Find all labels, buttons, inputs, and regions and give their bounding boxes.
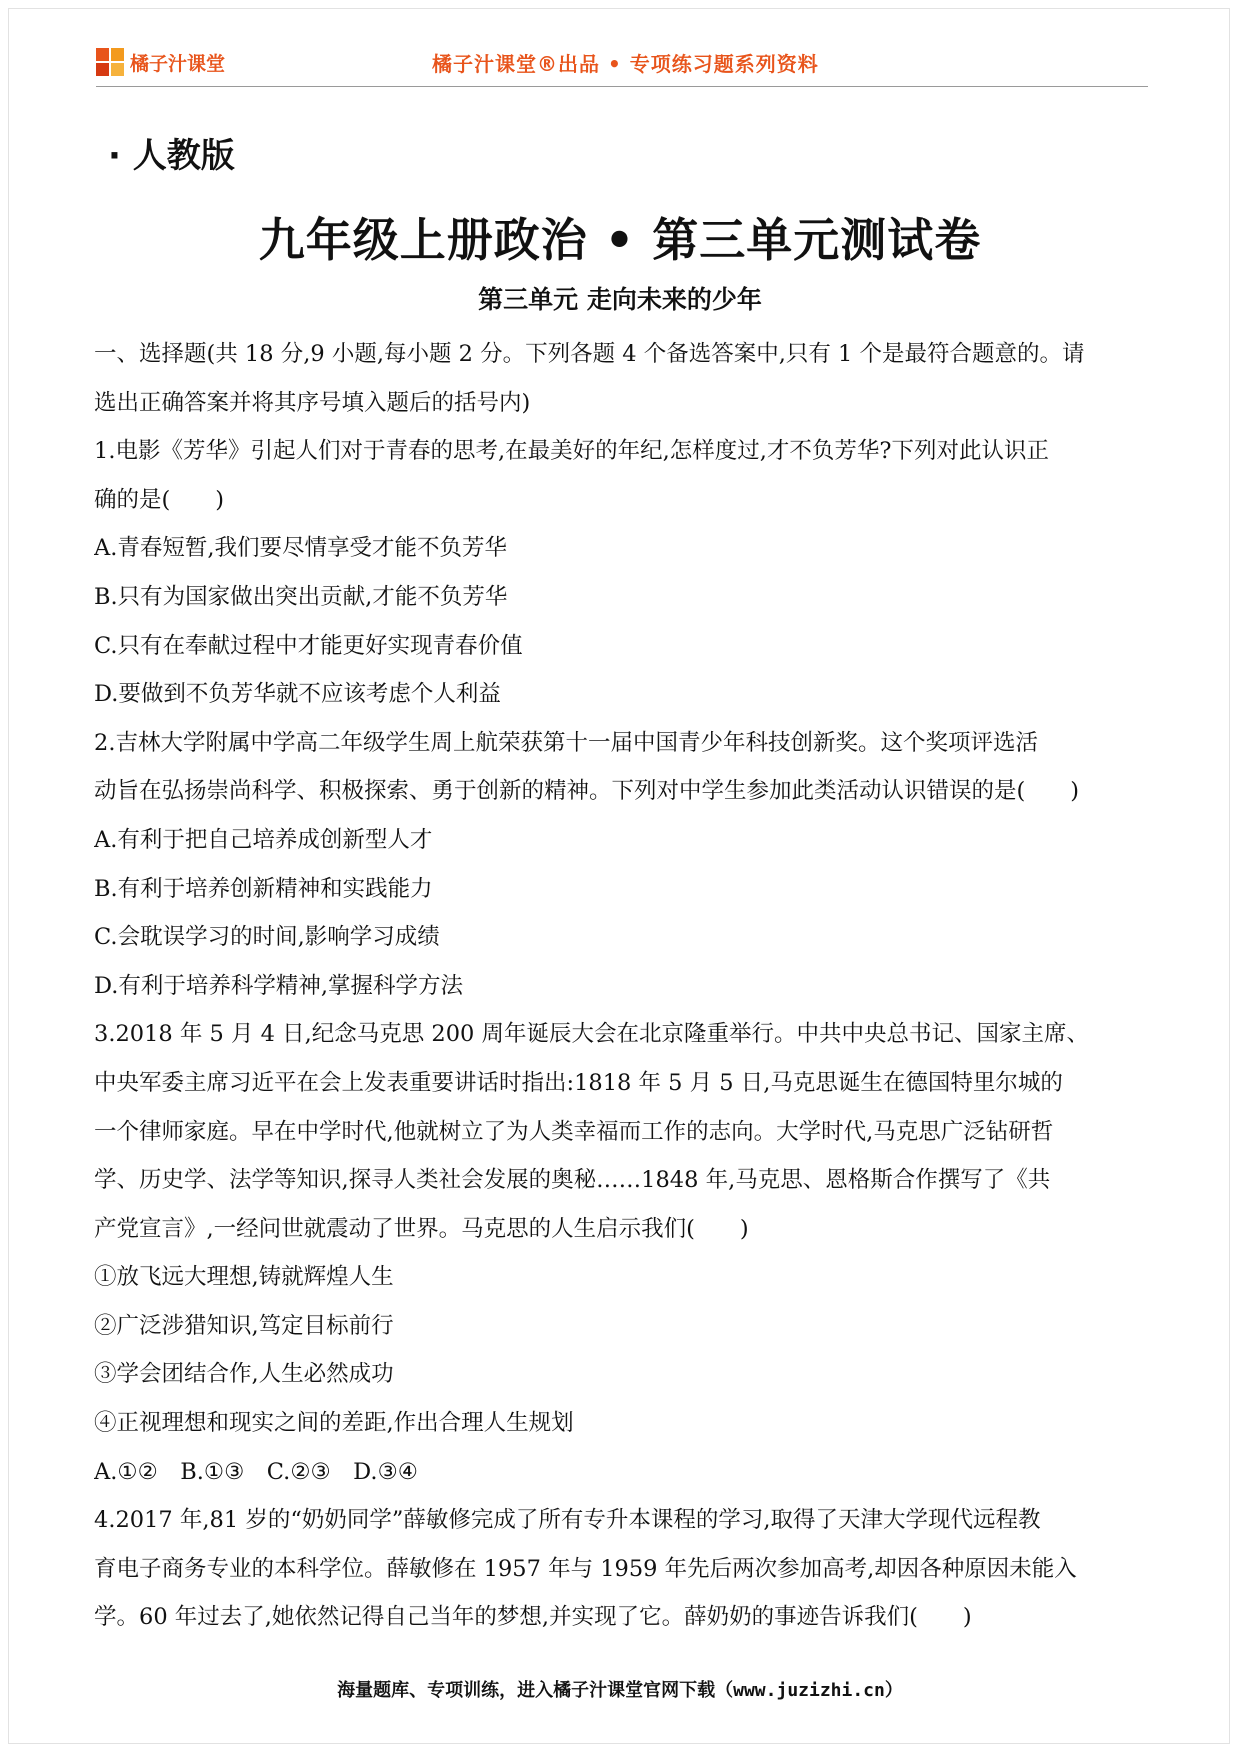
text-line: 中央军委主席习近平在会上发表重要讲话时指出:1818 年 5 月 5 日,马克思诞生在德国特里尔城的	[94, 1069, 1063, 1096]
question-content	[94, 330, 1150, 1642]
text-line: 学。60 年过去了,她依然记得自己当年的梦想,并实现了它。薛奶奶的事迹告诉我们( )	[94, 1604, 972, 1631]
header-title: 橘子汁课堂®出品 • 专项练习题系列资料	[432, 52, 819, 76]
page-title: 九年级上册政治 • 第三单元测试卷	[258, 213, 982, 267]
page-subtitle: 第三单元 走向未来的少年	[478, 285, 762, 314]
text-line: C.只有在奉献过程中才能更好实现青春价值	[94, 632, 523, 659]
text-line: 育电子商务专业的本科学位。薛敏修在 1957 年与 1959 年先后两次参加高考,却因各种原因未能入	[94, 1555, 1077, 1582]
text-line: 3.2018 年 5 月 4 日,纪念马克思 200 周年诞辰大会在北京隆重举行。中共中央总书记、国家主席、	[94, 1021, 1090, 1048]
logo-icon	[96, 48, 124, 76]
text-line: A.有利于把自己培养成创新型人才	[94, 826, 433, 853]
brand-logo	[96, 48, 225, 76]
text-line: 2.吉林大学附属中学高二年级学生周上航荣获第十一届中国青少年科技创新奖。这个奖项评选活	[94, 729, 1038, 756]
text-line: A.①② B.①③ C.②③ D.③④	[94, 1458, 418, 1485]
logo-text: 橘子汁课堂	[130, 52, 226, 75]
text-line: B.有利于培养创新精神和实践能力	[94, 875, 433, 902]
text-line: ③学会团结合作,人生必然成功	[94, 1361, 394, 1388]
text-line: 学、历史学、法学等知识,探寻人类社会发展的奥秘……1848 年,马克思、恩格斯合作撰写了《共	[94, 1167, 1051, 1194]
text-line: 1.电影《芳华》引起人们对于青春的思考,在最美好的年纪,怎样度过,才不负芳华?下列对此认识正	[94, 438, 1049, 465]
text-line: D.有利于培养科学精神,掌握科学方法	[94, 972, 464, 999]
page-header	[96, 40, 1148, 87]
text-line: ④正视理想和现实之间的差距,作出合理人生规划	[94, 1410, 574, 1437]
text-line: 4.2017 年,81 岁的“奶奶同学”薛敏修完成了所有专升本课程的学习,取得了天津大学现代远程教	[94, 1507, 1041, 1534]
text-line: 产党宣言》,一经问世就震动了世界。马克思的人生启示我们( )	[94, 1215, 749, 1242]
text-line: D.要做到不负芳华就不应该考虑个人利益	[94, 681, 501, 708]
text-line: 一、选择题(共 18 分,9 小题,每小题 2 分。下列各题 4 个备选答案中,只有 1 个是最符合题意的。请	[94, 341, 1085, 367]
text-line: 一个律师家庭。早在中学时代,他就树立了为人类幸福而工作的志向。大学时代,马克思广泛钻研哲	[94, 1118, 1054, 1145]
text-line: 确的是( )	[94, 486, 225, 513]
text-line: ②广泛涉猎知识,笃定目标前行	[94, 1312, 394, 1339]
page-footer: 海量题库、专项训练，进入橘子汁课堂官网下载（www.juzizhi.cn）	[337, 1680, 903, 1701]
text-line: 选出正确答案并将其序号填入题后的括号内)	[94, 389, 531, 416]
text-line: A.青春短暂,我们要尽情享受才能不负芳华	[94, 535, 508, 562]
text-line: B.只有为国家做出突出贡献,才能不负芳华	[94, 583, 508, 610]
edition-label: · 人教版	[108, 136, 235, 176]
text-line: ①放飞远大理想,铸就辉煌人生	[94, 1264, 394, 1291]
text-line: C.会耽误学习的时间,影响学习成绩	[94, 924, 440, 951]
text-line: 动旨在弘扬崇尚科学、积极探索、勇于创新的精神。下列对中学生参加此类活动认识错误的是( )	[94, 778, 1080, 805]
